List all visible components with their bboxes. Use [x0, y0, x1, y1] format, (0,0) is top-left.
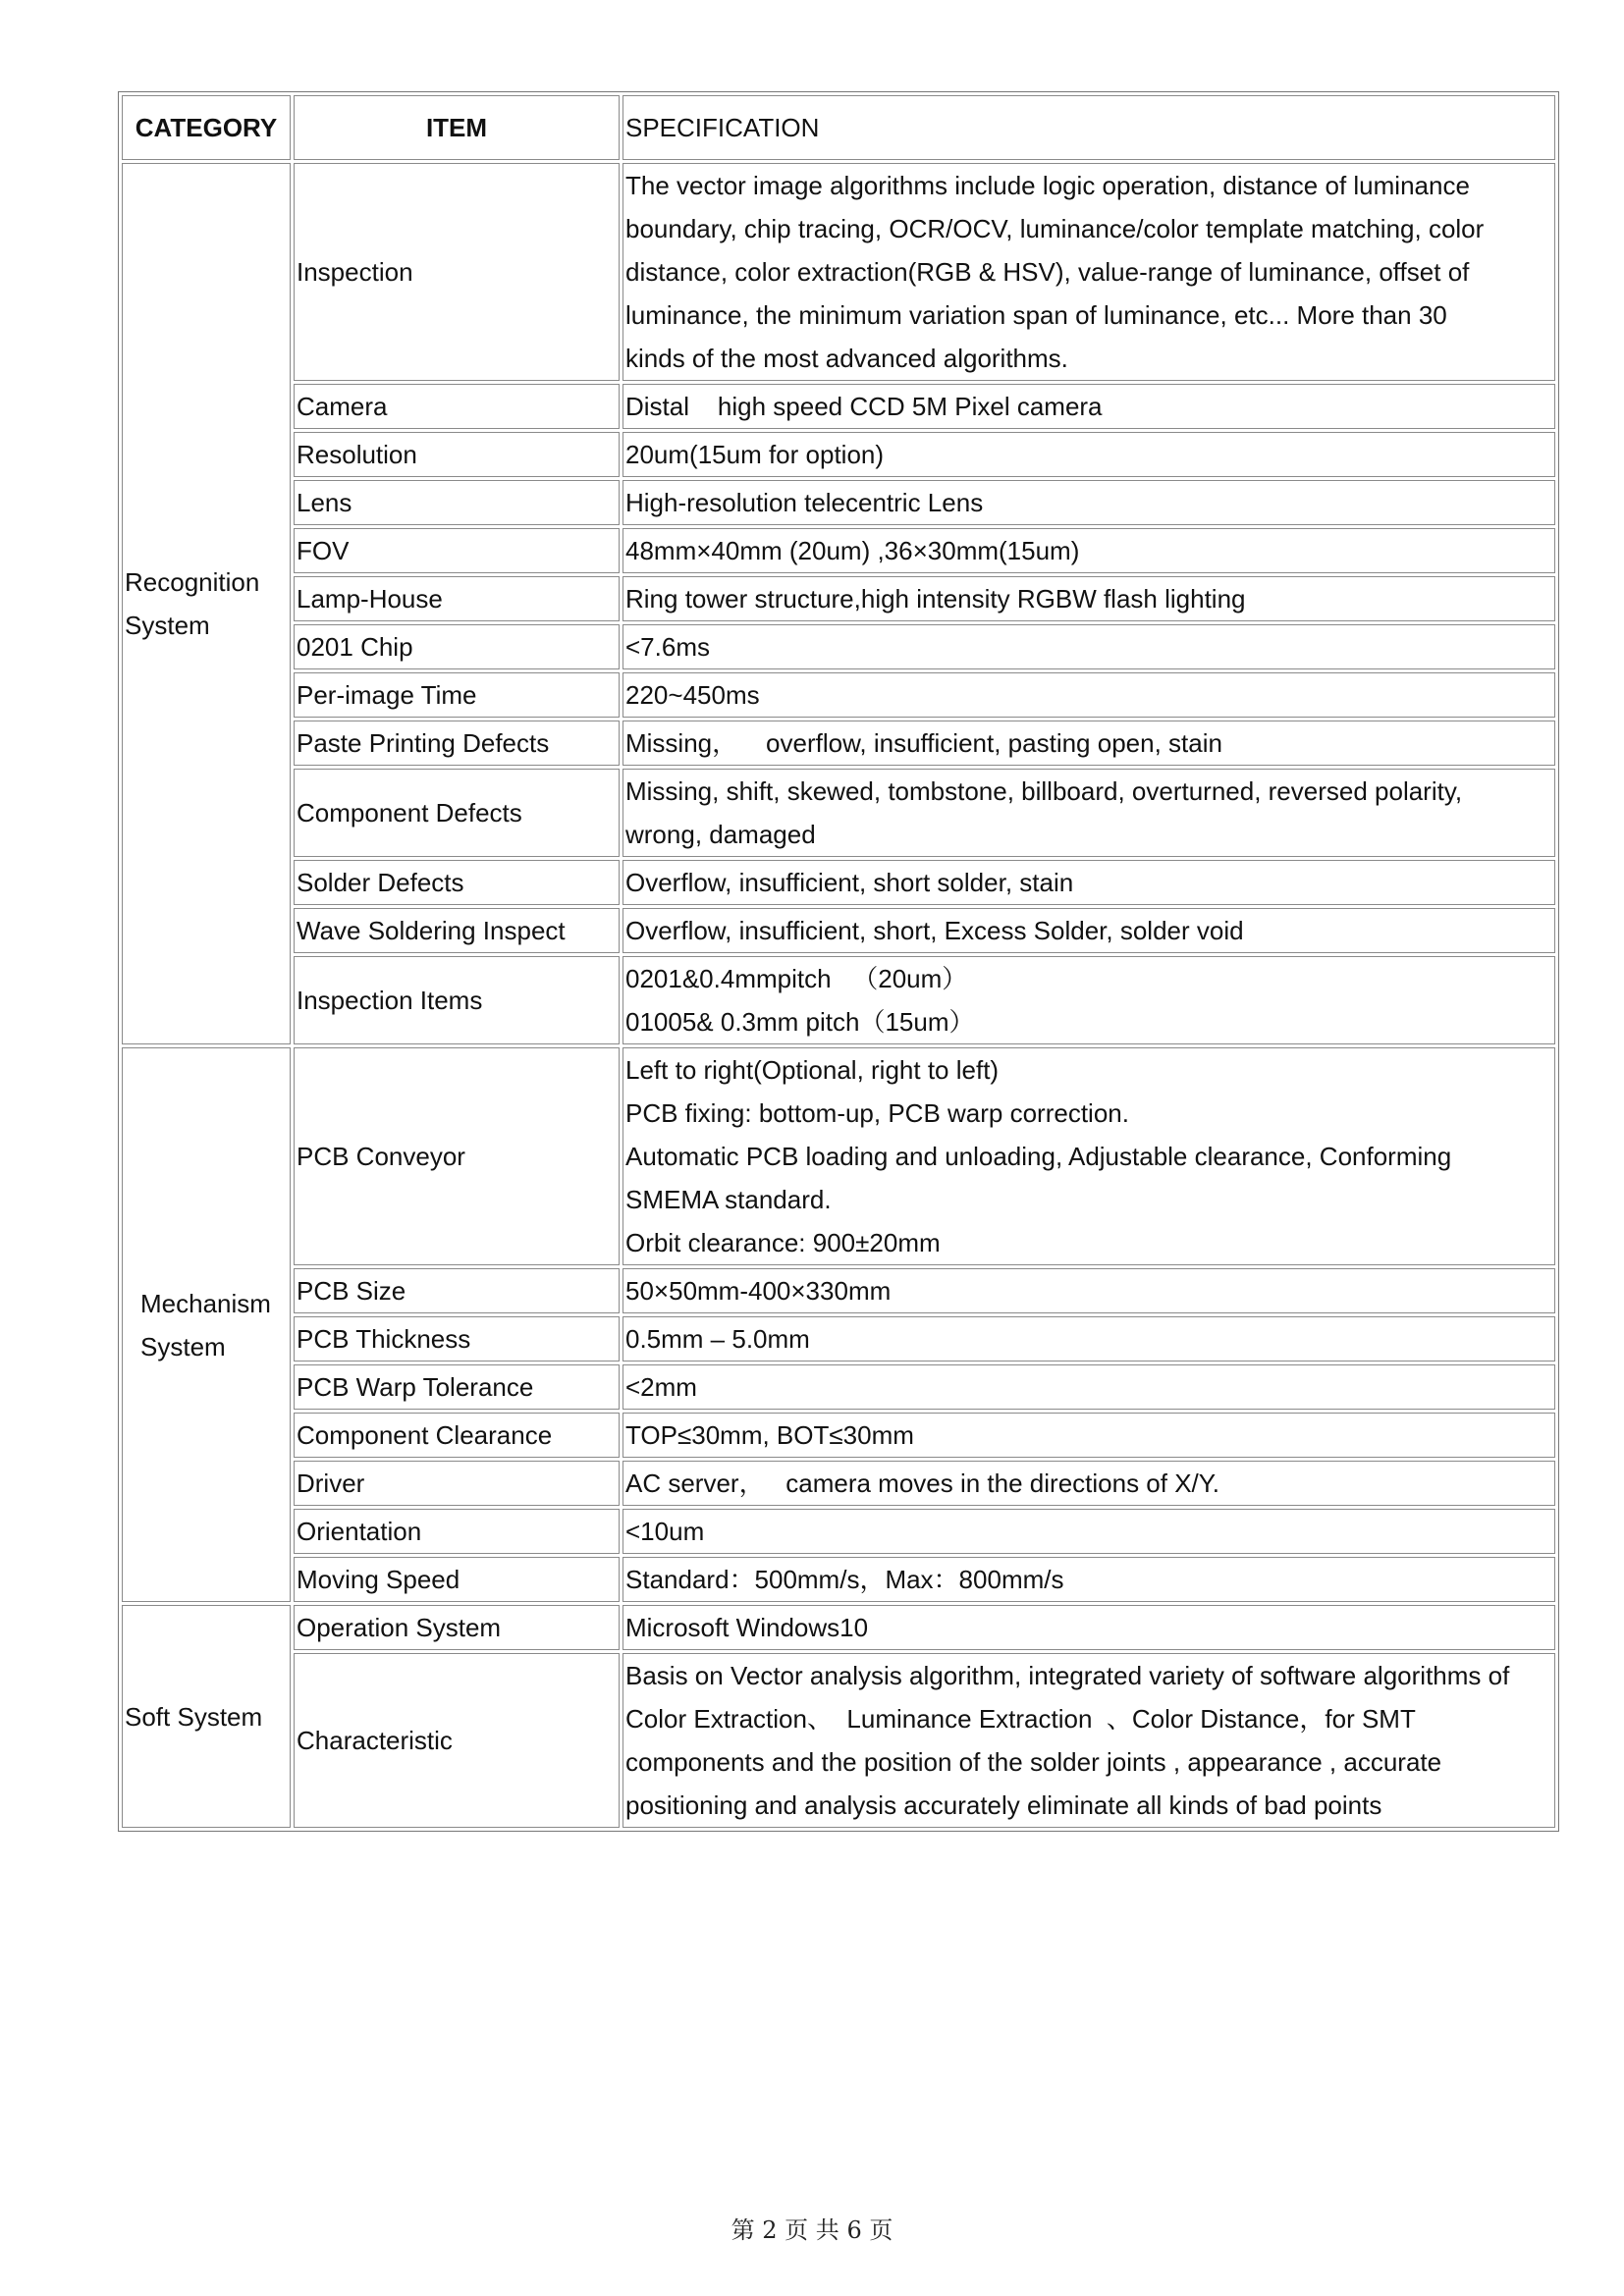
item-cell: Inspection Items [294, 956, 620, 1044]
specification-cell [623, 1268, 1555, 1313]
table-row [122, 1413, 1555, 1458]
table-row [122, 576, 1555, 621]
spec-table [118, 91, 1559, 1832]
table-row [122, 672, 1555, 718]
specification-line: kinds of the most advanced algorithms. [625, 344, 1068, 373]
table-row [122, 1268, 1555, 1313]
category-label: Mechanism [140, 1288, 271, 1318]
specification-line: positioning and analysis accurately eliminate all kinds of bad points [625, 1790, 1382, 1820]
specification-cell [623, 1461, 1555, 1506]
item-cell: Paste Printing Defects [294, 721, 620, 766]
specification-cell [623, 956, 1555, 1044]
specification-line: <7.6ms [625, 632, 710, 662]
specification-line: Overflow, insufficient, short, Excess Solder, solder void [625, 916, 1244, 945]
specification-line: 50×50mm-400×330mm [625, 1276, 892, 1306]
table-row [122, 721, 1555, 766]
item-cell: Moving Speed [294, 1557, 620, 1602]
specification-line: The vector image algorithms include logic operation, distance of luminance [625, 171, 1470, 200]
specification-cell [623, 384, 1555, 429]
item-cell: Characteristic [294, 1653, 620, 1828]
specification-line: 0201&0.4mmpitch （20um） [625, 964, 968, 993]
table-row [122, 908, 1555, 953]
table-row [122, 163, 1555, 381]
item-cell: FOV [294, 528, 620, 573]
specification-cell [623, 672, 1555, 718]
specification-cell [623, 480, 1555, 525]
specification-line: Overflow, insufficient, short solder, stain [625, 868, 1074, 897]
table-row [122, 769, 1555, 857]
specification-line: Missing, shift, skewed, tombstone, billboard, overturned, reversed polarity, [625, 776, 1463, 806]
table-row [122, 1605, 1555, 1650]
table-row [122, 1461, 1555, 1506]
table-row [122, 384, 1555, 429]
header-row [122, 95, 1555, 160]
specification-line: 48mm×40mm (20um) ,36×30mm(15um) [625, 536, 1080, 565]
specification-line: <2mm [625, 1372, 697, 1402]
specification-cell [623, 721, 1555, 766]
specification-line: High-resolution telecentric Lens [625, 488, 984, 517]
specification-line: distance, color extraction(RGB & HSV), value-range of luminance, offset of [625, 257, 1470, 287]
specification-cell [623, 860, 1555, 905]
category-cell [122, 1047, 291, 1602]
table-row [122, 1047, 1555, 1265]
item-cell: Lamp-House [294, 576, 620, 621]
specification-cell [623, 1605, 1555, 1650]
specification-cell [623, 528, 1555, 573]
specification-cell [623, 1509, 1555, 1554]
specification-cell [623, 1316, 1555, 1362]
table-row [122, 1557, 1555, 1602]
item-cell: 0201 Chip [294, 624, 620, 669]
header-item: ITEM [294, 95, 620, 160]
table-row [122, 624, 1555, 669]
specification-line: Standard：500mm/s，Max：800mm/s [625, 1565, 1064, 1594]
specification-cell [623, 1364, 1555, 1410]
specification-line: 220~450ms [625, 680, 760, 710]
specification-line: Microsoft Windows10 [625, 1613, 869, 1642]
table-row [122, 528, 1555, 573]
specification-cell [623, 432, 1555, 477]
item-cell: Solder Defects [294, 860, 620, 905]
item-cell: Resolution [294, 432, 620, 477]
specification-line: 0.5mm – 5.0mm [625, 1324, 810, 1354]
specification-cell [623, 1653, 1555, 1828]
specification-line: boundary, chip tracing, OCR/OCV, luminance/color template matching, color [625, 214, 1485, 243]
header-category: CATEGORY [122, 95, 291, 160]
specification-cell [623, 1557, 1555, 1602]
table-row [122, 1364, 1555, 1410]
specification-line: 20um(15um for option) [625, 440, 885, 469]
specification-line: Left to right(Optional, right to left) [625, 1055, 1000, 1085]
specification-line: Color Extraction、 Luminance Extraction 、Color Distance，for SMT [625, 1704, 1416, 1734]
item-cell: Component Defects [294, 769, 620, 857]
specification-line: Ring tower structure,high intensity RGBW flash lighting [625, 584, 1246, 614]
category-cell [122, 163, 291, 1044]
item-cell: PCB Warp Tolerance [294, 1364, 620, 1410]
item-cell: Wave Soldering Inspect [294, 908, 620, 953]
specification-line: wrong, damaged [625, 820, 816, 849]
spec-sheet [118, 91, 1559, 1832]
specification-line: Missing， overflow, insufficient, pasting open, stain [625, 728, 1222, 758]
specification-line: Automatic PCB loading and unloading, Adjustable clearance, Conforming [625, 1142, 1452, 1171]
specification-cell [623, 1413, 1555, 1458]
table-row [122, 480, 1555, 525]
category-label: System [125, 611, 210, 640]
item-cell: PCB Size [294, 1268, 620, 1313]
item-cell: Inspection [294, 163, 620, 381]
table-row [122, 860, 1555, 905]
specification-line: components and the position of the solder joints , appearance , accurate [625, 1747, 1442, 1777]
specification-line: Orbit clearance: 900±20mm [625, 1228, 941, 1257]
header-specification: SPECIFICATION [623, 95, 1555, 160]
table-row [122, 956, 1555, 1044]
item-cell: Camera [294, 384, 620, 429]
item-cell: Lens [294, 480, 620, 525]
specification-cell [623, 769, 1555, 857]
specification-line: <10um [625, 1517, 705, 1546]
specification-line: luminance, the minimum variation span of luminance, etc... More than 30 [625, 300, 1447, 330]
page-number: 第 2 页 共 6 页 [731, 2216, 893, 2244]
item-cell: Per-image Time [294, 672, 620, 718]
item-cell: PCB Conveyor [294, 1047, 620, 1265]
specification-line: Basis on Vector analysis algorithm, integrated variety of software algorithms of [625, 1661, 1510, 1690]
table-row [122, 1509, 1555, 1554]
specification-line: 01005& 0.3mm pitch（15um） [625, 1007, 975, 1037]
table-row [122, 1316, 1555, 1362]
item-cell: Operation System [294, 1605, 620, 1650]
item-cell: Component Clearance [294, 1413, 620, 1458]
category-label: System [140, 1331, 226, 1362]
specification-cell [623, 576, 1555, 621]
item-cell: PCB Thickness [294, 1316, 620, 1362]
specification-line: Distal high speed CCD 5M Pixel camera [625, 392, 1103, 421]
specification-line: PCB fixing: bottom-up, PCB warp correction. [625, 1098, 1129, 1128]
specification-cell [623, 624, 1555, 669]
item-cell: Orientation [294, 1509, 620, 1554]
item-cell: Driver [294, 1461, 620, 1506]
specification-line: AC server， camera moves in the directions of X/Y. [625, 1468, 1219, 1498]
specification-cell [623, 1047, 1555, 1265]
table-row [122, 1653, 1555, 1828]
table-row [122, 432, 1555, 477]
category-label: Soft System [125, 1701, 263, 1732]
specification-line: SMEMA standard. [625, 1185, 832, 1214]
category-label: Recognition [125, 567, 260, 597]
category-cell [122, 1605, 291, 1828]
specification-line: TOP≤30mm, BOT≤30mm [625, 1420, 914, 1450]
specification-cell [623, 908, 1555, 953]
specification-cell [623, 163, 1555, 381]
